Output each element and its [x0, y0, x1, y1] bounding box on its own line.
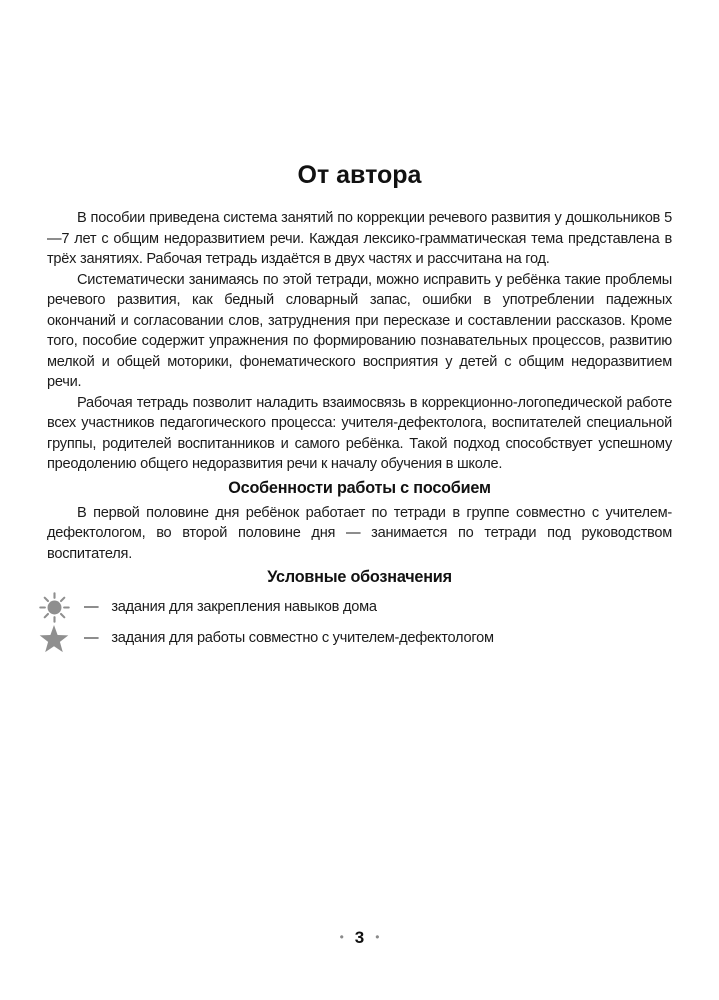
- section-heading-features: Особенности работы с пособием: [228, 478, 491, 497]
- paragraph-features: В первой половине дня ребёнок работает по тетради в группе совместно с учителем-дефектологом, во второй половине дня — занимается по тетради под руководством воспитателя.: [47, 504, 672, 562]
- section-heading-legend: Условные обозначения: [267, 568, 452, 586]
- paragraph-cooperation: Рабочая тетрадь позволит наладить взаимосвязь в коррекционно-логопедической работе всех участников педагогического процесса: учителя-дефектолога, воспитателей специальной группы, родителей воспитанников и самого ребёнка. Такой подход способствует успешному преодолению общего недоразвития речи к началу обучения в школе.: [47, 394, 672, 472]
- footer-dot-left: •: [339, 930, 344, 944]
- author-note: [47, 208, 672, 654]
- star-icon: [34, 623, 74, 655]
- page-number: 3: [354, 928, 365, 947]
- paragraph-problems: Систематически занимаясь по этой тетради, можно исправить у ребёнка такие проблемы речевого развития, как бедный словарный запас, ошибки в употреблении падежных окончаний и согласовании слов, затруднения при пересказе и составлении рассказов. Кроме того, пособие содержит упражнения по формированию познавательных процессов, развитию мелкой и общей моторики, фонематического восприятия у детей с общим недоразвитием речи.: [47, 271, 672, 390]
- legend-dash: —: [84, 599, 99, 616]
- legend-item-label: задания для работы совместно с учителем-дефектологом: [111, 630, 494, 647]
- legend-item-teacher: [34, 623, 672, 654]
- footer-dot-right: •: [375, 930, 380, 944]
- paragraph-intro: В пособии приведена система занятий по коррекции речевого развития у дошкольников 5—7 лет с общим недоразвитием речи. Каждая лексико-грамматическая тема представлена в трёх занятиях. Рабочая тетрадь издаётся в двух частях и рассчитана на год.: [47, 210, 672, 267]
- legend-item-label: задания для закрепления навыков дома: [111, 599, 377, 616]
- page-title: От автора: [297, 161, 422, 189]
- legend-dash: —: [84, 630, 99, 647]
- legend-item-home: [34, 592, 672, 623]
- legend: [34, 592, 672, 654]
- sun-icon: [34, 591, 74, 624]
- page-footer: [0, 928, 719, 948]
